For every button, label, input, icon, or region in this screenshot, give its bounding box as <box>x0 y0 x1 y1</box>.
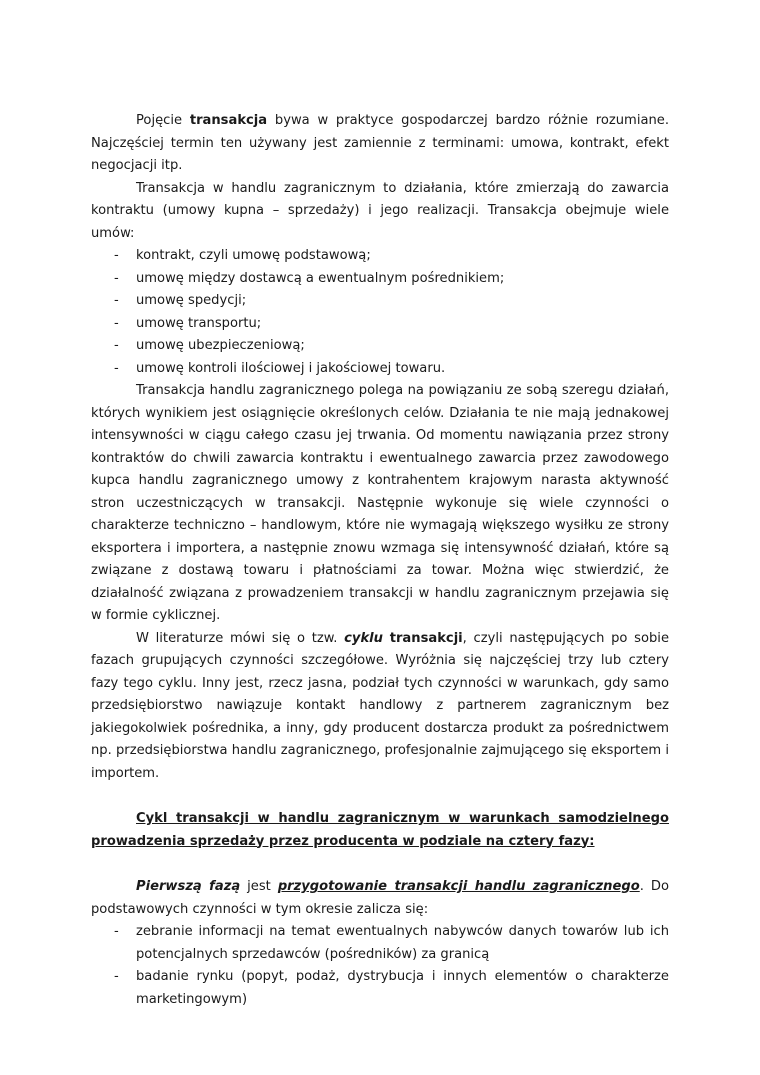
text-run: bywa w praktyce gospodarczej bardzo różnie rozumiane. Najczęściej termin ten używany jest zamiennie z terminami: umowa, kontrakt, efekt negocjacji itp. <box>91 113 669 173</box>
list-item: - umowę między dostawcą a ewentualnym pośrednikiem; <box>91 268 669 291</box>
text-run: Pojęcie <box>136 113 190 128</box>
text-run: jest <box>240 879 278 894</box>
first-phase-activities-list <box>91 921 669 1011</box>
term-transakcja: transakcja <box>189 113 268 128</box>
list-item: - zebranie informacji na temat ewentualnych nabywców danych towarów lub ich potencjalnych sprzedawców (pośredników) za granicą <box>91 921 669 966</box>
text-run: . Do podstawowych czynności w tym okresie zalicza się: <box>91 879 669 917</box>
list-item: - umowę kontroli ilościowej i jakościowej towaru. <box>91 358 669 381</box>
contracts-list <box>91 245 669 380</box>
paragraph-transaction-cycle <box>91 628 669 786</box>
text-run: W literaturze mówi się o tzw. <box>136 630 345 646</box>
list-item: - umowę spedycji; <box>91 290 669 313</box>
section-heading: Cykl transakcji w handlu zagranicznym w warunkach samodzielnego prowadzenia sprzedaży przez producenta w podziale na cztery fazy: <box>91 811 669 849</box>
paragraph-transaction-intro: Transakcja w handlu zagranicznym to działania, które zmierzają do zawarcia kontraktu (umowy kupna – sprzedaży) i jego realizacji. Transakcja obejmuje wiele umów: <box>91 180 669 241</box>
phase-title: przygotowanie transakcji handlu zagranicznego <box>277 879 640 894</box>
paragraph-first-phase <box>91 876 669 921</box>
text-run <box>383 631 390 646</box>
paragraph-definition <box>91 110 669 178</box>
term-transakcji: transakcji <box>389 630 463 646</box>
document-page <box>91 110 669 1011</box>
list-item: - umowę ubezpieczeniową; <box>91 335 669 358</box>
list-item: - umowę transportu; <box>91 313 669 336</box>
list-item: - kontrakt, czyli umowę podstawową; <box>91 245 669 268</box>
term-cyklu: cyklu <box>344 630 383 646</box>
list-item: - badanie rynku (popyt, podaż, dystrybucja i innych elementów o charakterze marketingowym) <box>91 966 669 1011</box>
phase-label: Pierwszą fazą <box>136 879 241 894</box>
text-run: , czyli następujących po sobie fazach grupujących czynności szczegółowe. Wyróżnia się najczęściej trzy lub cztery fazy tego cyklu. Inny jest, rzecz jasna, podział tych czynności w warunkach, gdy samo przedsiębiorstwo nawiązuje kontakt handlowy z partnerem zagranicznym bez jakiegokolwiek pośrednika, a inny, gdy producent dostarcza produkt za pośrednictwem np. przedsiębiorstwa handlu zagranicznego, profesjonalnie zajmującego się eksportem i importem. <box>91 630 669 781</box>
paragraph-cyclical-activity: Transakcja handlu zagranicznego polega na powiązaniu ze sobą szeregu działań, których wynikiem jest osiągnięcie określonych celów. Działania te nie mają jednakowej intensywności w ciągu całego czasu jej trwania. Od momentu nawiązania przez strony kontraktów do chwili zawarcia kontraktu i ewentualnego zawarcia przez zawodowego kupca handlu zagranicznego umowy z kontrahentem krajowym narasta aktywność stron uczestniczących w transakcji. Następnie wykonuje się wiele czynności o charakterze techniczno – handlowym, które nie wymagają większego wysiłku ze strony eksportera i importera, a następnie znowu wzmaga się intensywność działań, które są związane z dostawą towaru i płatnościami za towar. Można więc stwierdzić, że działalność związana z prowadzeniem transakcji w handlu zagranicznym przejawia się w formie cyklicznej. <box>91 383 669 623</box>
